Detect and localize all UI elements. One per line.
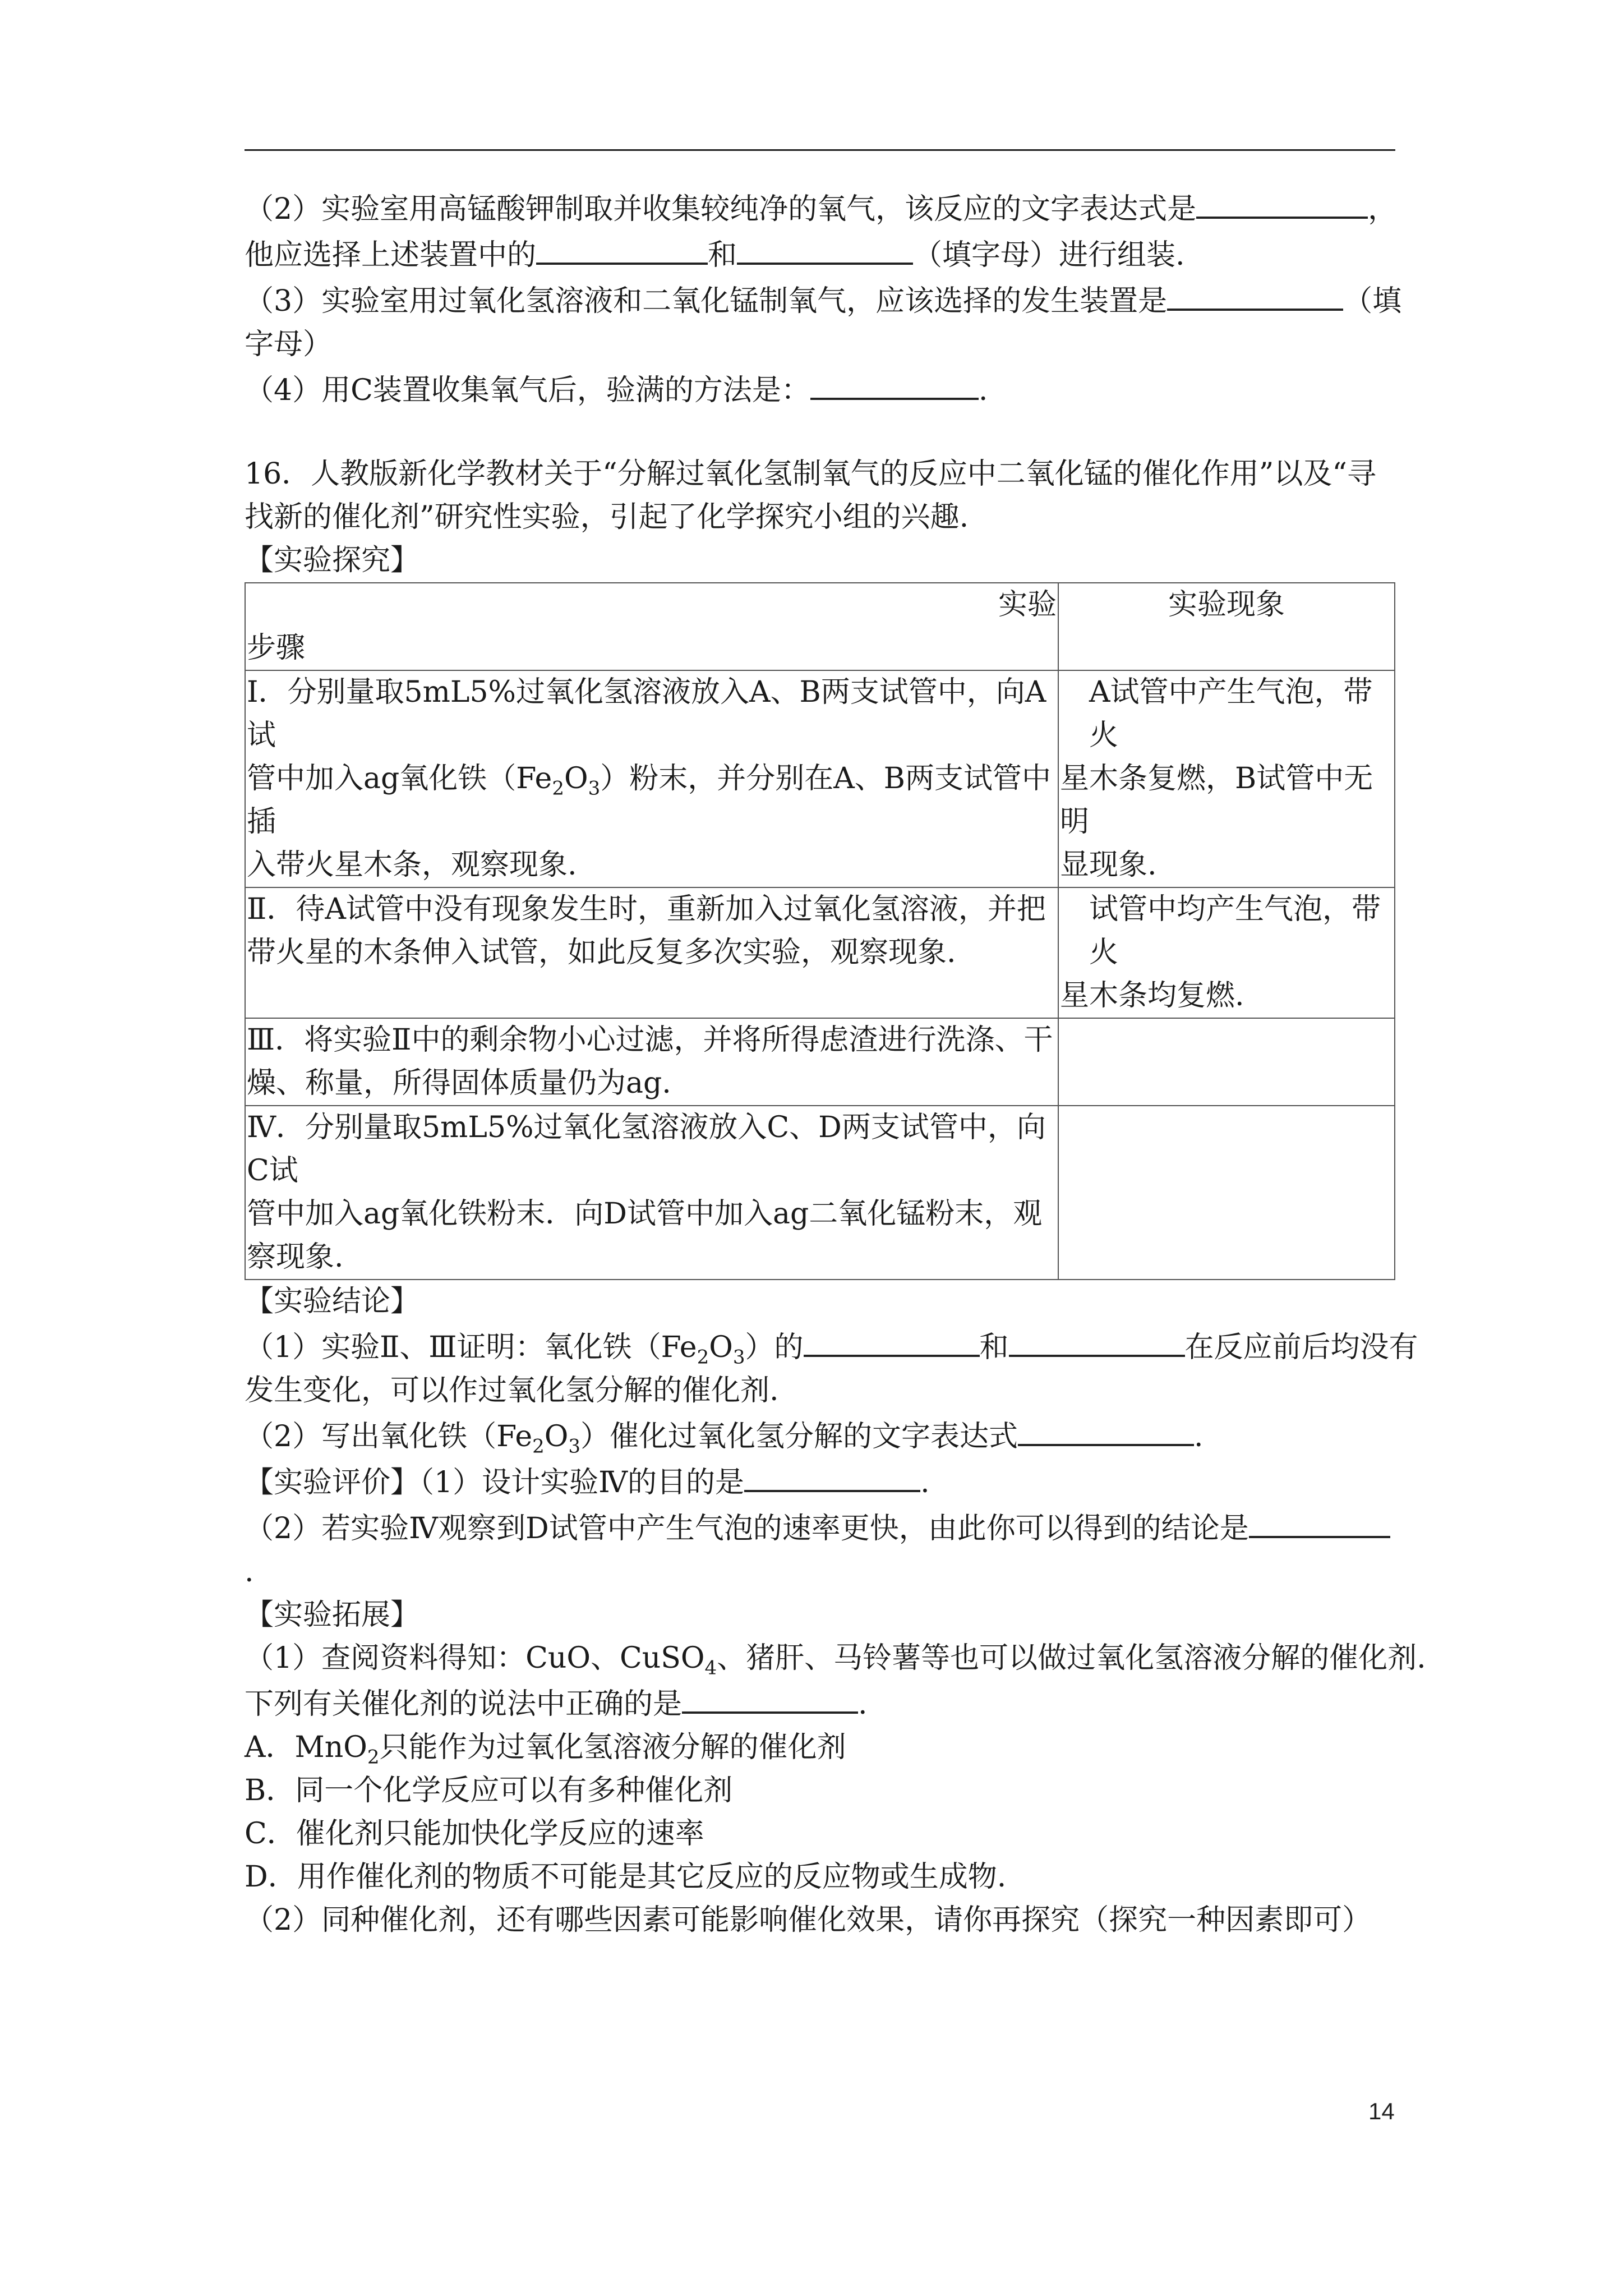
option-c: C．催化剂只能加快化学反应的速率 — [245, 1817, 704, 1851]
header-step-cell — [245, 583, 1058, 670]
observation-cell — [1058, 670, 1395, 887]
header-phenomenon: 实验现象 — [1168, 588, 1285, 622]
answer-blank — [682, 1680, 858, 1714]
step-text: 察现象. — [247, 1240, 344, 1274]
evaluation-2-end: . — [245, 1555, 254, 1589]
q16-intro-line1 — [245, 453, 1395, 496]
observation-text: 星木条复燃，B试管中无明 — [1060, 762, 1373, 839]
step-cell — [245, 670, 1058, 887]
observation-text: A试管中产生气泡，带火 — [1089, 675, 1373, 752]
step-cell — [245, 1106, 1058, 1280]
table-row — [245, 670, 1395, 887]
option-b: B．同一个化学反应可以有多种催化剂 — [245, 1774, 733, 1807]
q16-intro-text: 16．人教版新化学教材关于“分解过氧化氢制氧气的反应中二氧化锰的催化作用”以及“寻 — [245, 457, 1376, 491]
spacer — [245, 412, 1395, 453]
header-step-bottom: 步骤 — [247, 631, 306, 665]
observation-text: 试管中均产生气泡，带火 — [1089, 892, 1381, 969]
q15-part2-text3: （填字母）进行组装. — [913, 238, 1185, 272]
q15-part2-line2 — [245, 231, 1395, 277]
evaluation-1-line: 【实验评价】（1）设计实验Ⅳ的目的是 . — [245, 1458, 1395, 1504]
observation-text: 显现象. — [1060, 848, 1157, 882]
extend-1-line1: （1）查阅资料得知：CuO、CuSO$_4$、猪肝、马铃薯等也可以做过氧化氢溶液分解的催化剂. — [245, 1641, 1426, 1680]
step-text: 入带火星木条，观察现象. — [247, 848, 577, 882]
step-text: 管中加入ag氧化铁$(Fe_2O_3)$粉末，并分别在A、B两支试管中插 — [247, 762, 1052, 839]
evaluation-2-line: （2）若实验Ⅳ观察到D试管中产生气泡的速率更快，由此你可以得到的结论是 — [245, 1504, 1395, 1550]
step-cell — [245, 1018, 1058, 1106]
punctuation: . — [978, 374, 988, 407]
q15-part4-text: （4）用C装置收集氧气后，验满的方法是： — [245, 374, 810, 407]
page-content — [245, 185, 1426, 1942]
extend-2-line: （2）同种催化剂，还有哪些因素可能影响催化效果，请你再探究（探究一种因素即可） — [245, 1903, 1372, 1937]
step-text: 带火星的木条伸入试管，如此反复多次实验，观察现象. — [247, 936, 956, 969]
section-title: 【实验拓展】 — [245, 1598, 420, 1632]
page-number: 14 — [1368, 2098, 1395, 2124]
observation-cell-empty — [1058, 1106, 1395, 1280]
q15-part3-text2: 字母） — [245, 328, 333, 361]
answer-blank — [1249, 1504, 1390, 1538]
option-a: A．MnO$_2$只能作为过氧化氢溶液分解的催化剂 — [245, 1731, 846, 1769]
table-header-row — [245, 583, 1395, 670]
observation-text: 星木条均复燃. — [1060, 979, 1244, 1013]
q16-intro-line2 — [245, 496, 1395, 539]
q15-part2-text: （2）实验室用高锰酸钾制取并收集较纯净的氧气，该反应的文字表达式是 — [245, 192, 1197, 226]
answer-blank — [1167, 277, 1343, 311]
table-row — [245, 1018, 1395, 1106]
q16-intro-text2: 找新的催化剂”研究性实验，引起了化学探究小组的兴趣. — [245, 500, 969, 534]
header-phenomenon-cell — [1058, 583, 1395, 670]
conclusion-1-line1: （1）实验Ⅱ、Ⅲ证明：氧化铁$(Fe_2O_3)$的 和 在反应前后均没有 — [245, 1323, 1395, 1369]
step-text: Ⅲ．将实验Ⅱ中的剩余物小心过滤，并将所得虑渣进行洗涤、干 — [247, 1023, 1053, 1057]
q15-part3-end: （填 — [1343, 284, 1402, 318]
answer-blank — [1018, 1412, 1194, 1446]
answer-blank — [737, 231, 913, 265]
header-rule — [245, 149, 1395, 151]
section-heading-extend — [245, 1594, 1395, 1637]
step-text: 管中加入ag氧化铁粉末．向D试管中加入ag二氧化锰粉末，观 — [247, 1197, 1043, 1231]
q15-part3-text: （3）实验室用过氧化氢溶液和二氧化锰制氧气，应该选择的发生装置是 — [245, 284, 1168, 318]
header-step-top: 实验 — [998, 588, 1057, 622]
step-text: Ⅱ．待A试管中没有现象发生时，重新加入过氧化氢溶液，并把 — [247, 892, 1046, 926]
q15-part2-line1 — [245, 185, 1398, 231]
q15-part4-line — [245, 366, 1395, 412]
observation-cell-empty — [1058, 1018, 1395, 1106]
answer-blank — [1009, 1323, 1185, 1357]
section-title: 【实验评价】 — [245, 1466, 420, 1499]
punctuation: ， — [1368, 192, 1398, 226]
step-text: 燥、称量，所得固体质量仍为ag. — [247, 1066, 671, 1100]
step-cell — [245, 887, 1058, 1018]
section-heading-explore — [245, 539, 1395, 582]
conclusion-1-line2: 发生变化，可以作过氧化氢分解的催化剂. — [245, 1374, 779, 1407]
observation-cell — [1058, 887, 1395, 1018]
step-text: Ⅳ．分别量取5mL5%过氧化氢溶液放入C、D两支试管中，向C试 — [247, 1111, 1046, 1188]
experiment-table — [245, 582, 1395, 1280]
answer-blank — [536, 231, 708, 265]
section-title: 【实验结论】 — [245, 1285, 420, 1318]
answer-blank — [744, 1458, 920, 1492]
answer-blank — [804, 1323, 980, 1357]
table-row — [245, 1106, 1395, 1280]
answer-blank — [1196, 185, 1368, 219]
section-title: 【实验探究】 — [245, 544, 420, 577]
table-row — [245, 887, 1395, 1018]
q15-part2-text2: 他应选择上述装置中的 — [245, 238, 537, 272]
option-d: D．用作催化剂的物质不可能是其它反应的反应物或生成物. — [245, 1860, 1007, 1894]
q15-part3-line2 — [245, 323, 1395, 366]
q15-part3-line1 — [245, 277, 1402, 323]
connector-text: 和 — [708, 238, 737, 272]
step-text: Ⅰ．分别量取5mL5%过氧化氢溶液放入A、B两支试管中，向A试 — [247, 675, 1046, 752]
section-heading-conclusion — [245, 1280, 1395, 1323]
answer-blank — [810, 366, 979, 400]
extend-1-line2: 下列有关催化剂的说法中正确的是 . — [245, 1680, 1395, 1726]
conclusion-2-line: （2）写出氧化铁$(Fe_2O_3)$催化过氧化氢分解的文字表达式 . — [245, 1412, 1395, 1458]
